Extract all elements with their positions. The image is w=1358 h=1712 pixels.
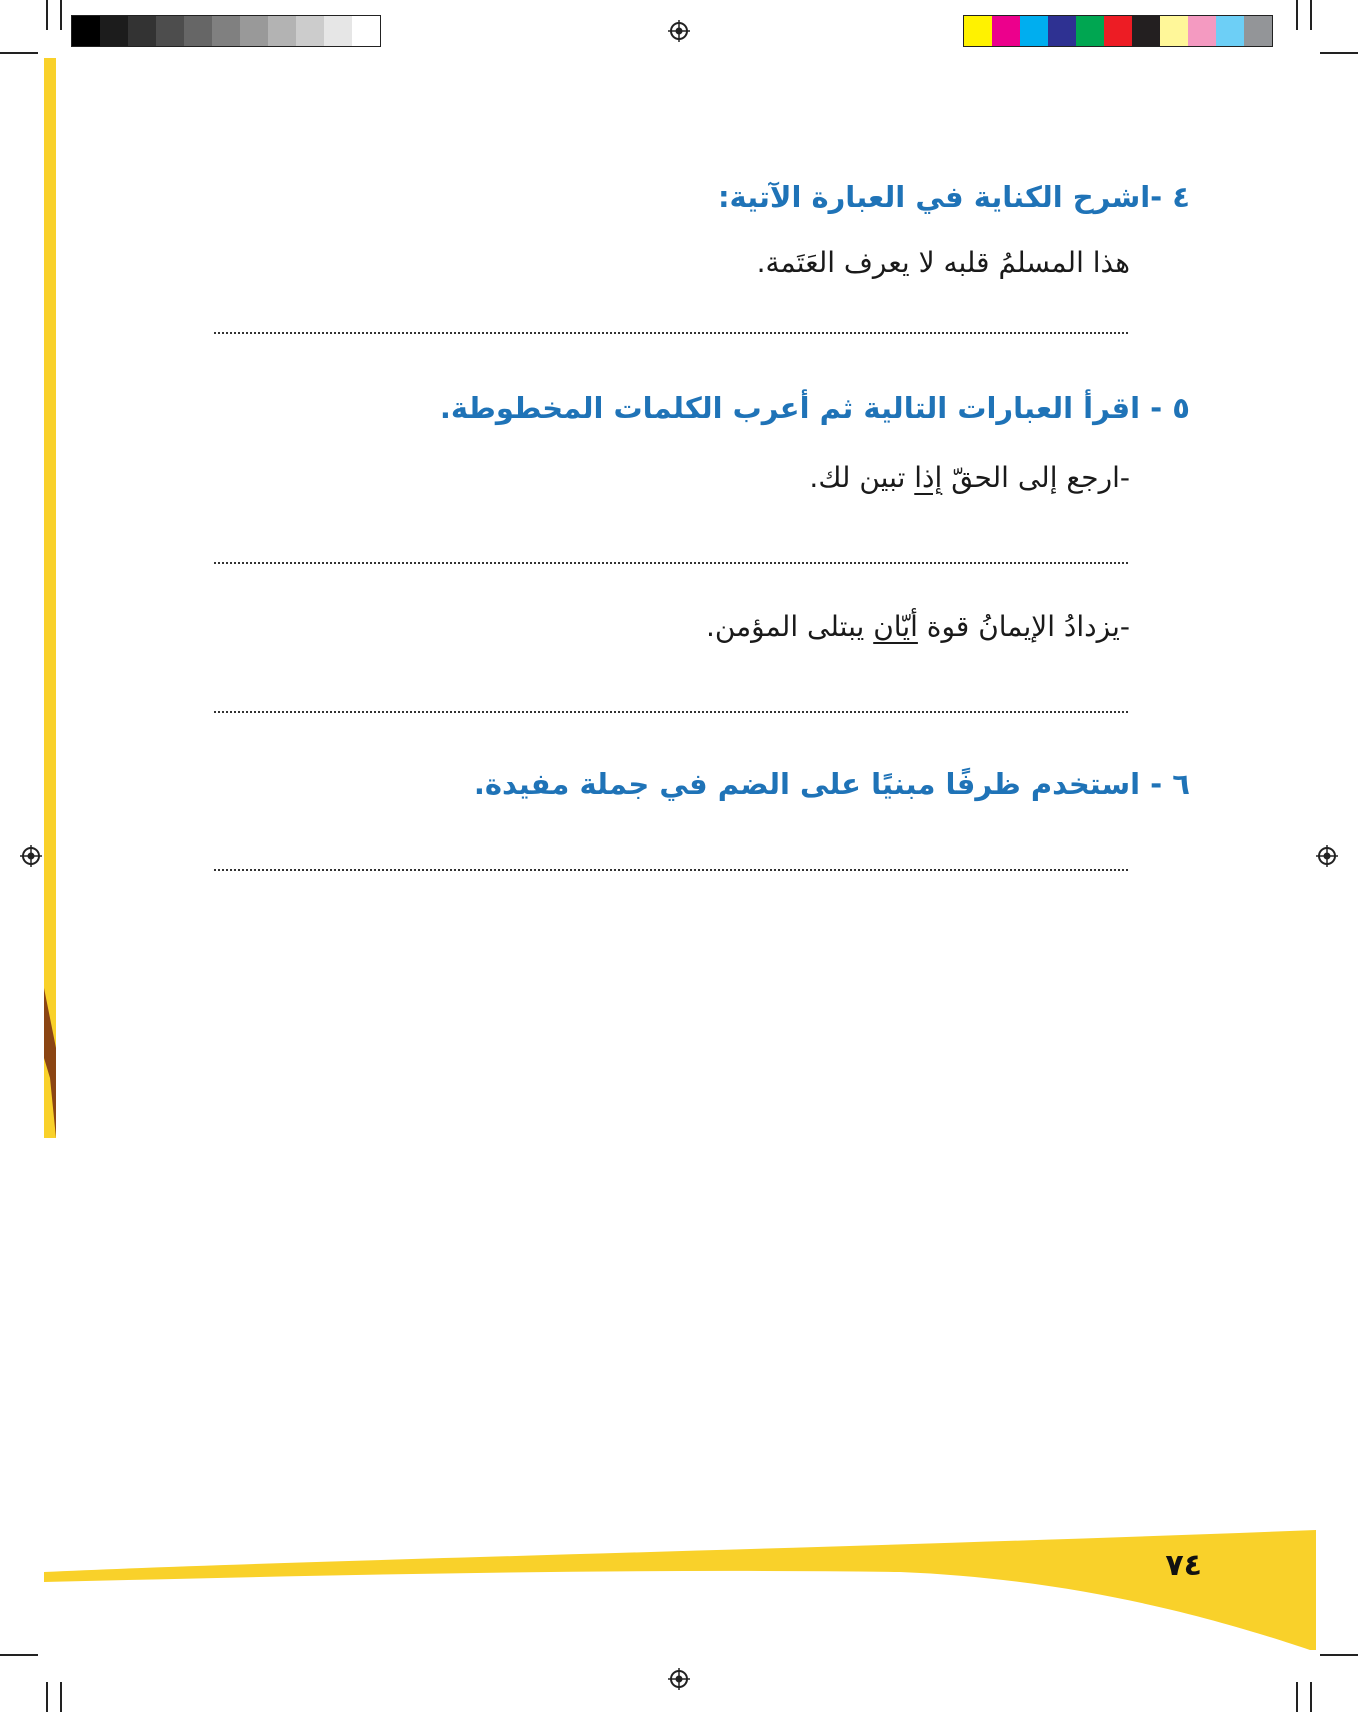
color-swatch <box>1160 16 1188 46</box>
registration-mark-icon <box>20 845 42 867</box>
color-swatch <box>1188 16 1216 46</box>
question-5-sentence-1 <box>809 461 1130 494</box>
underlined-word: أيّان <box>873 610 918 643</box>
gray-swatch <box>296 16 324 46</box>
grayscale-calibration-bar <box>71 15 381 47</box>
underlined-word: إذا <box>914 461 943 494</box>
color-swatch <box>1244 16 1272 46</box>
question-4-heading: ٤ -اشرح الكناية في العبارة الآتية: <box>717 180 1190 214</box>
color-swatch <box>1104 16 1132 46</box>
sentence-part: -ارجع إلى الحقّ <box>942 461 1130 494</box>
left-page-edge-decoration <box>42 58 58 1138</box>
color-swatch <box>964 16 992 46</box>
color-swatch <box>1216 16 1244 46</box>
question-5-sentence-2 <box>706 610 1130 643</box>
color-swatch <box>1020 16 1048 46</box>
answer-line[interactable] <box>214 711 1128 713</box>
gray-swatch <box>156 16 184 46</box>
gray-swatch <box>352 16 380 46</box>
color-swatch <box>1132 16 1160 46</box>
registration-mark-icon <box>668 20 690 42</box>
gray-swatch <box>128 16 156 46</box>
gray-swatch <box>240 16 268 46</box>
color-swatch <box>992 16 1020 46</box>
sentence-part: يبتلى المؤمن. <box>705 610 874 643</box>
registration-mark-icon <box>1316 845 1338 867</box>
color-calibration-bar <box>963 15 1273 47</box>
gray-swatch <box>72 16 100 46</box>
page-number: ٧٤ <box>1165 1548 1202 1583</box>
question-4-sentence: هذا المسلمُ قلبه لا يعرف العَتَمة. <box>756 246 1130 279</box>
question-5-heading: ٥ - اقرأ العبارات التالية ثم أعرب الكلمات المخطوطة. <box>439 391 1190 425</box>
color-swatch <box>1048 16 1076 46</box>
sentence-part: -يزدادُ الإيمانُ قوة <box>917 610 1130 643</box>
gray-swatch <box>184 16 212 46</box>
answer-line[interactable] <box>214 332 1128 334</box>
answer-line[interactable] <box>214 562 1128 564</box>
gray-swatch <box>324 16 352 46</box>
registration-mark-icon <box>668 1668 690 1690</box>
footer-yellow-wave <box>0 1520 1358 1650</box>
gray-swatch <box>100 16 128 46</box>
gray-swatch <box>268 16 296 46</box>
gray-swatch <box>212 16 240 46</box>
question-6-heading: ٦ - استخدم ظرفًا مبنيًا على الضم في جملة مفيدة. <box>473 767 1190 801</box>
color-swatch <box>1076 16 1104 46</box>
sentence-part: تبين لك. <box>809 461 915 494</box>
answer-line[interactable] <box>214 869 1128 871</box>
